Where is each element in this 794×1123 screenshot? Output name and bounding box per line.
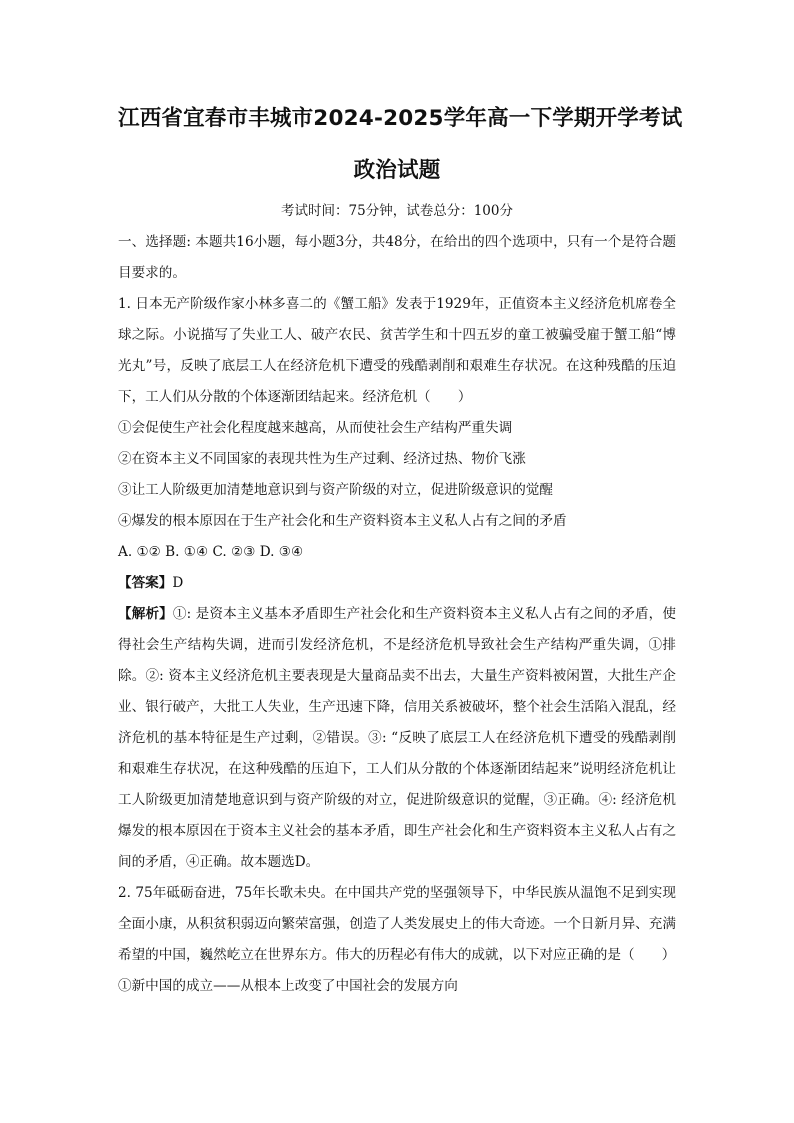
analysis-tag: 【解析】: [118, 606, 173, 622]
question-1-option-1: ①会促使生产社会化程度越来越高，从而使社会生产结构严重失调: [118, 420, 513, 436]
question-2-stem: 2. 75年砥砺奋进，75年长歌未央。在中国共产党的坚强领导下，中华民族从温饱不足到实现全面小康，从积贫积弱迈向繁荣富强，创造了人类发展史上的伟大奇迹。一个日新月异、充满希望的中国，巍然屹立在世界东方。伟大的历程必有伟大的成就，以下对应正确的是（ ）: [118, 885, 676, 963]
document-title: 江西省宜春市丰城市2024-2025学年高一下学期开学考试: [118, 106, 683, 131]
question-1-analysis: [118, 599, 676, 878]
question-1-stem: 1. 日本无产阶级作家小林多喜二的《蟹工船》发表于1929年，正值资本主义经济危机席卷全球之际。小说描写了失业工人、破产农民、贫苦学生和十四五岁的童工被骗受雇于蟹工船“博光丸”号，反映了底层工人在经济危机下遭受的残酷剥削和艰难生存状况。在这种残酷的压迫下，工人们从分散的个体逐渐团结起来。经济危机（ ）: [118, 296, 676, 405]
answer-tag: 【答案】: [118, 575, 173, 591]
question-1-option-2: ②在资本主义不同国家的表现共性为生产过剩、经济过热、物价飞涨: [118, 451, 526, 467]
analysis-text: ①: 是资本主义基本矛盾即生产社会化和生产资料资本主义私人占有之间的矛盾，使得社会生产结构失调，进而引发经济危机，不是经济危机导致社会生产结构严重失调，①排除。②: 资本主义经济危机主要表现是大量商品卖不出去，大量生产资料被闲置，大批生产企业、银行破产，大批工人失业，生产迅速下降，信用关系被破坏，整个社会生活陷入混乱，经济危机的基本特征是生产过剩，②错误。③: “反映了底层工人在经济危机下遭受的残酷剥削和艰难生存状况，在这种残酷的压迫下，工人们从分散的个体逐渐团结起来”说明经济危机让工人阶级更加清楚地意识到与资产阶级的对立，促进阶级意识的觉醒，③正确。④: 经济危机爆发的根本原因在于资本主义社会的基本矛盾，即生产社会化和生产资料资本主义私人占有之间的矛盾，④正确。故本题选D。: [118, 606, 677, 870]
question-1-choices: A. ①② B. ①④ C. ②③ D. ③④: [118, 544, 304, 560]
question-1-option-3: ③让工人阶级更加清楚地意识到与资产阶级的对立，促进阶级意识的觉醒: [118, 482, 553, 498]
document-subtitle: 政治试题: [353, 158, 441, 183]
question-1-option-4: ④爆发的根本原因在于生产社会化和生产资料资本主义私人占有之间的矛盾: [118, 513, 567, 529]
question-2-option-1: ①新中国的成立——从根本上改变了中国社会的发展方向: [118, 978, 458, 994]
exam-info: 考试时间：75分钟，试卷总分：100分: [281, 203, 513, 219]
section-heading: 一、选择题: 本题共16小题，每小题3分，共48分，在给出的四个选项中，只有一个是符合题目要求的。: [118, 234, 676, 281]
answer-value: D: [172, 575, 184, 591]
question-1-answer: [118, 568, 676, 599]
